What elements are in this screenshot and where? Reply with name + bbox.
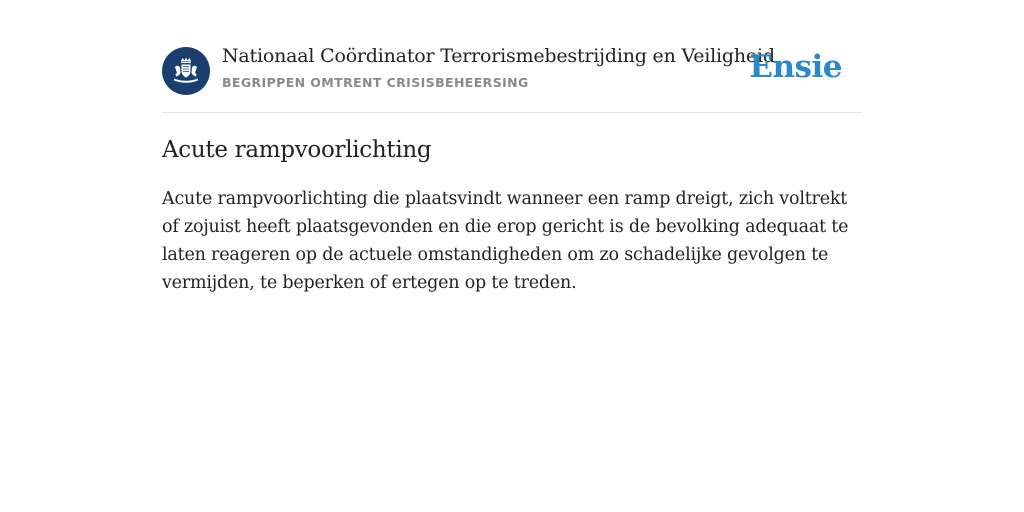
ensie-brand-link[interactable]: Ensie: [749, 49, 842, 85]
collection-subtitle: BEGRIPPEN OMTRENT CRISISBEHEERSING: [222, 75, 529, 90]
term-definition: Acute rampvoorlichting die plaatsvindt wanneer een ramp dreigt, zich voltrekt of zojuist heeft plaatsgevonden en die erop gericht is de bevolking adequaat te laten reageren op de actuele omstandigheden om zo schadelijke gevolgen te vermijden, te beperken of ertegen op te treden.: [162, 189, 849, 293]
header: [162, 0, 862, 113]
rijksoverheid-crest-icon[interactable]: [162, 47, 210, 95]
organization-name: Nationaal Coördinator Terrorismebestrijding en Veiligheid: [222, 45, 775, 67]
page: [162, 0, 862, 297]
term-title: Acute rampvoorlichting: [162, 137, 432, 163]
